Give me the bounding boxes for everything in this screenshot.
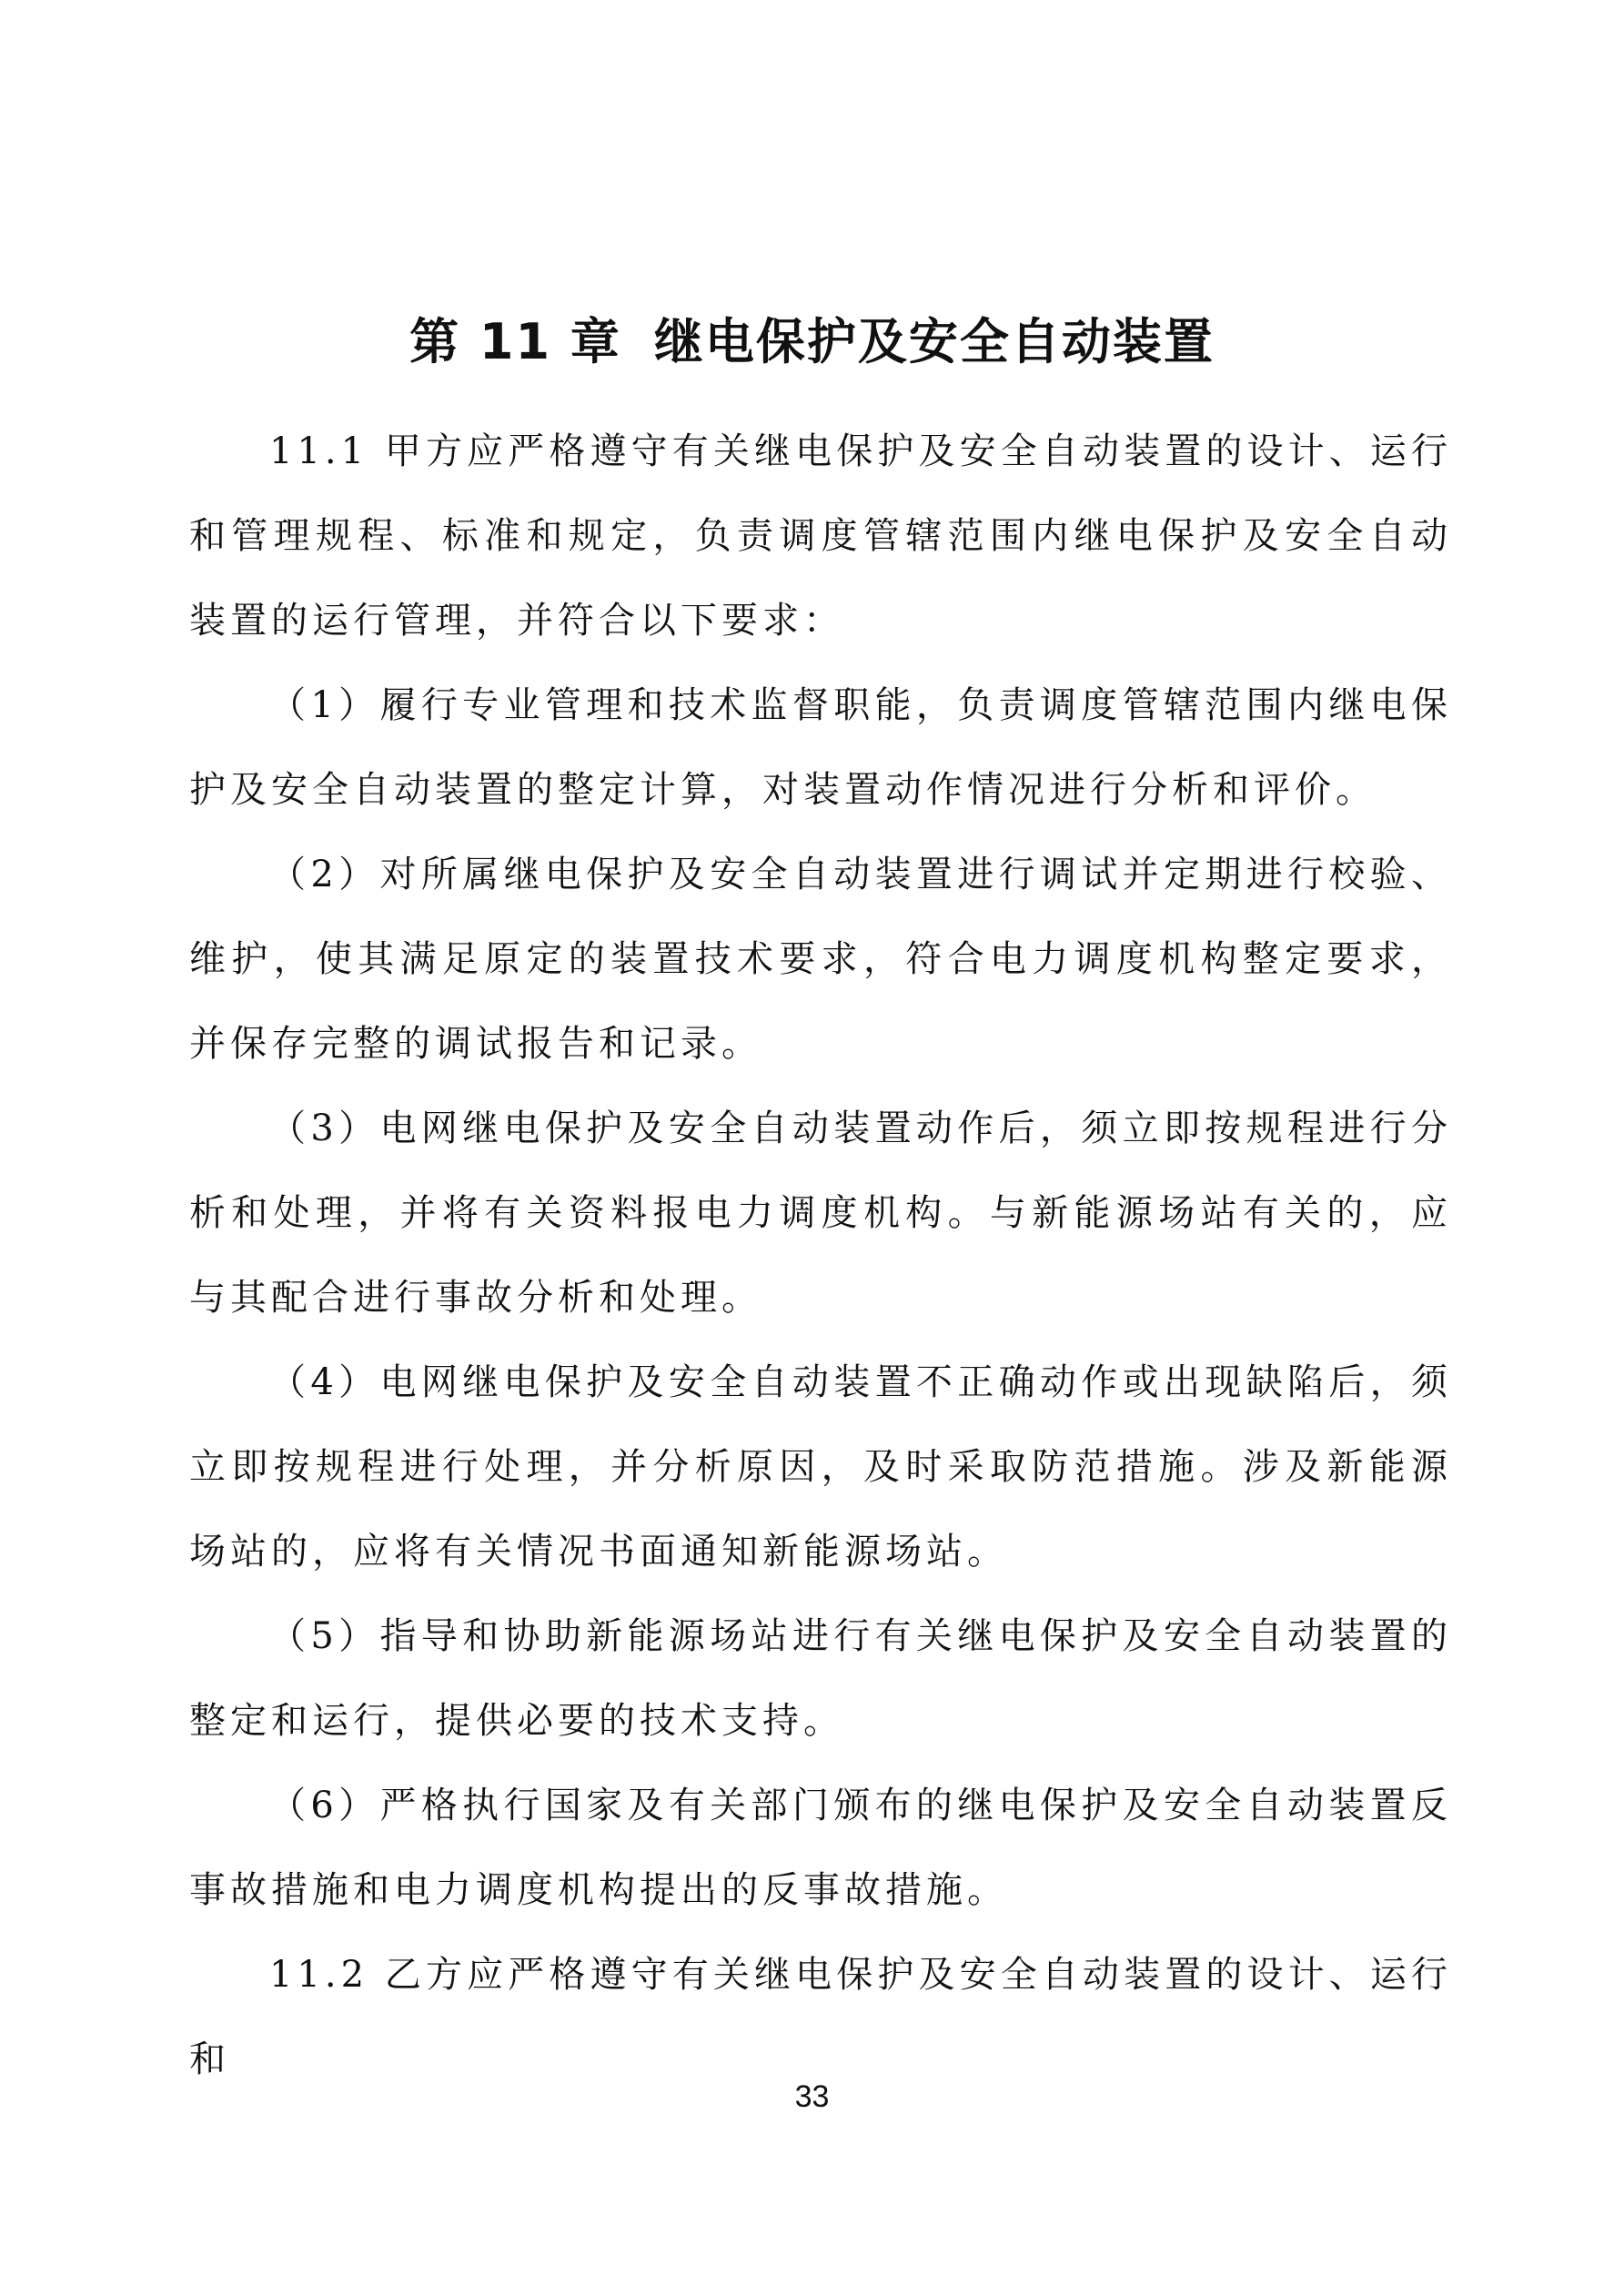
paragraph-11-1: 11.1 甲方应严格遵守有关继电保护及安全自动装置的设计、运行和管理规程、标准和规定，负责调度管辖范围内继电保护及安全自动装置的运行管理，并符合以下要求： — [189, 430, 1452, 642]
chapter-number: 第 11 章 — [409, 313, 621, 371]
paragraph-item-1: （1）履行专业管理和技术监督职能，负责调度管辖范围内继电保护及安全自动装置的整定计算，对装置动作情况进行分析和评价。 — [189, 684, 1452, 811]
body-text — [189, 410, 1452, 2102]
page-number: 33 — [794, 2079, 830, 2114]
paragraph-item-5: （5）指导和协助新能源场站进行有关继电保护及安全自动装置的整定和运行，提供必要的技术支持。 — [189, 1615, 1452, 1742]
paragraph-item-2: （2）对所属继电保护及安全自动装置进行调试并定期进行校验、维护，使其满足原定的装置技术要求，符合电力调度机构整定要求，并保存完整的调试报告和记录。 — [189, 854, 1452, 1065]
paragraph-item-6: （6）严格执行国家及有关部门颁布的继电保护及安全自动装置反事故措施和电力调度机构提出的反事故措施。 — [189, 1785, 1452, 1911]
chapter-name: 继电保护及安全自动装置 — [653, 313, 1215, 371]
paragraph-11-2: 11.2 乙方应严格遵守有关继电保护及安全自动装置的设计、运行和 — [189, 1954, 1452, 2080]
paragraph-item-4: （4）电网继电保护及安全自动装置不正确动作或出现缺陷后，须立即按规程进行处理，并分析原因，及时采取防范措施。涉及新能源场站的，应将有关情况书面通知新能源场站。 — [189, 1361, 1452, 1573]
chapter-title — [0, 306, 1624, 379]
paragraph-item-3: （3）电网继电保护及安全自动装置动作后，须立即按规程进行分析和处理，并将有关资料报电力调度机构。与新能源场站有关的，应与其配合进行事故分析和处理。 — [189, 1108, 1452, 1319]
